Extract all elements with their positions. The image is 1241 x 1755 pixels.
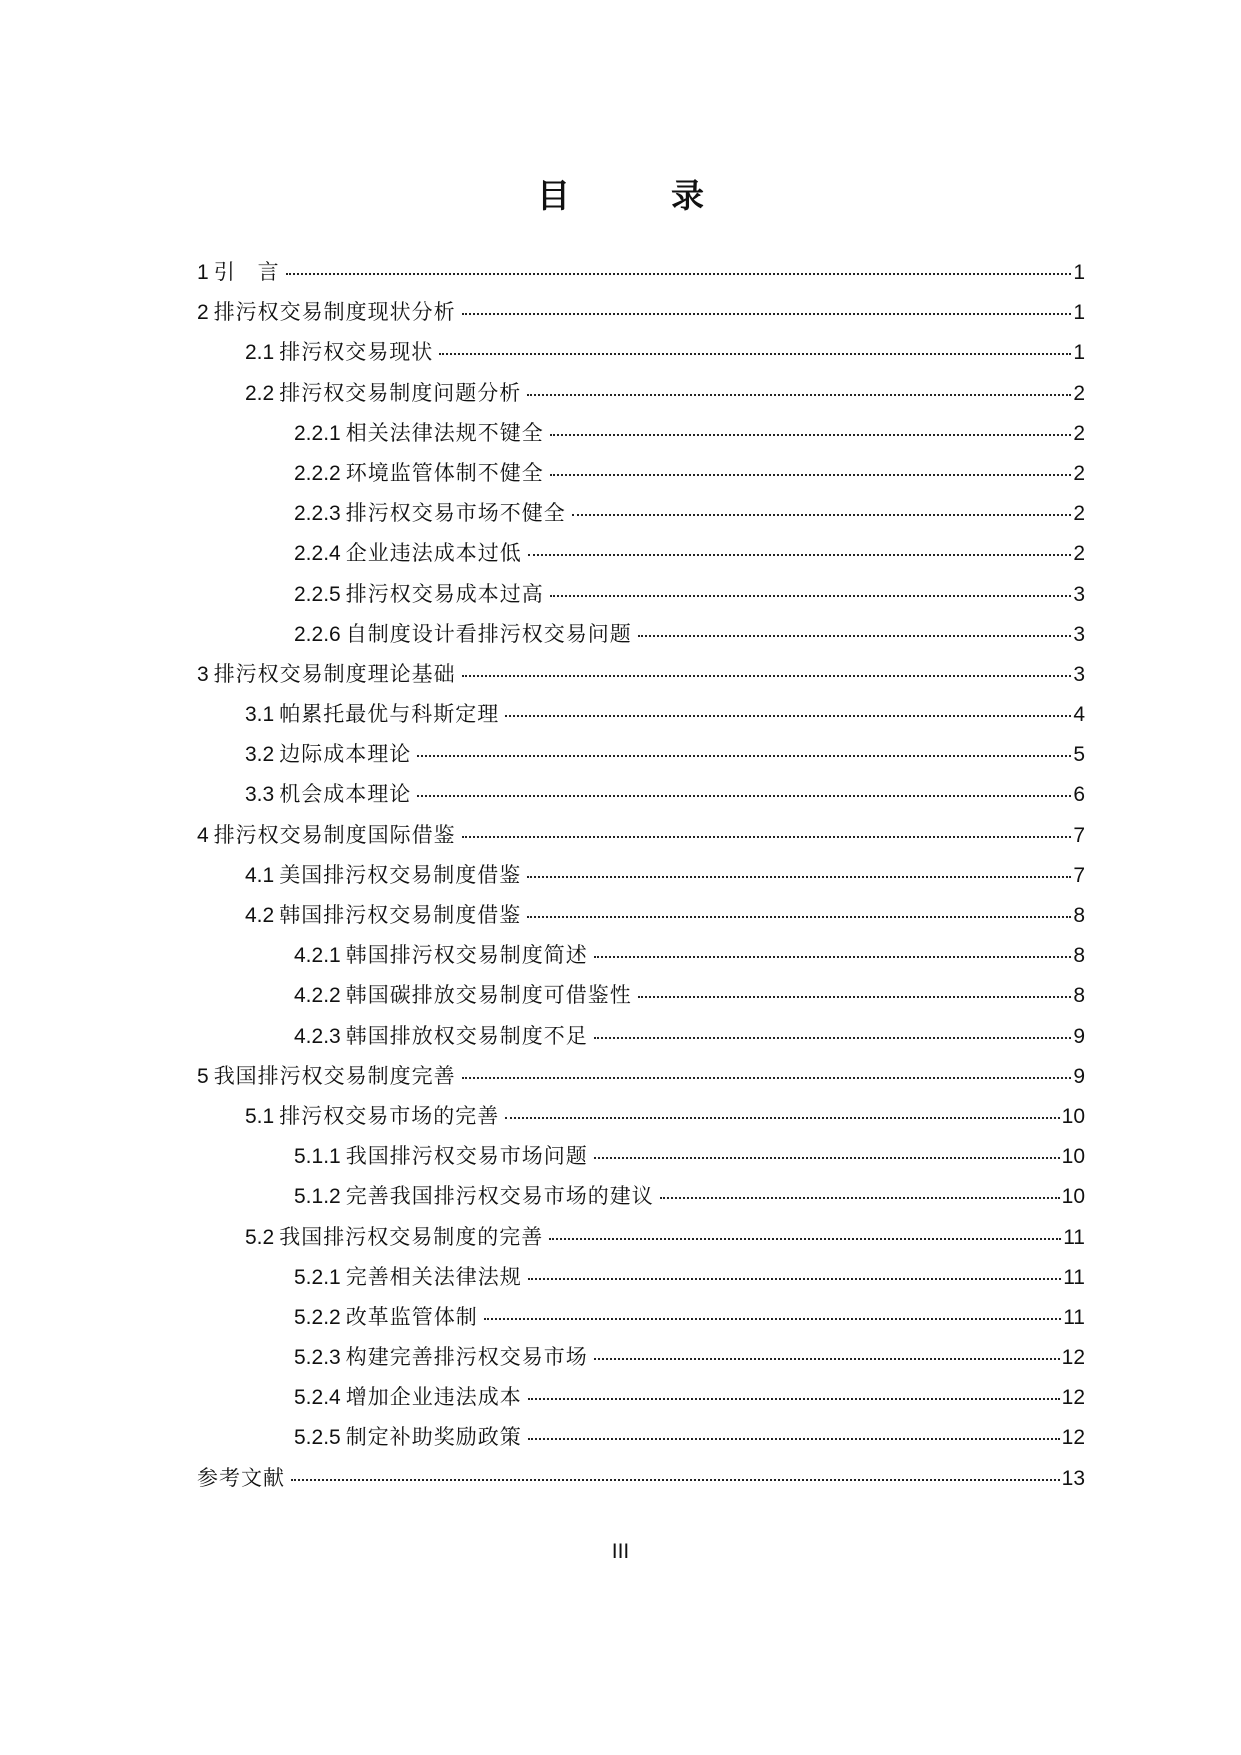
dot-leader [638,996,1071,998]
toc-entry-page: 12 [1061,1346,1085,1370]
toc-entry-page: 8 [1073,904,1085,927]
dot-leader [549,1238,1061,1240]
toc-entry-number: 4.2.2 [294,984,341,1008]
toc-entry-page: 2 [1073,542,1085,566]
toc-entry-page: 11 [1063,1265,1085,1289]
toc-entry-title: 排污权交易市场的完善 [279,1103,500,1128]
toc-entry[interactable] [197,1297,1085,1337]
toc-entry-page: 3 [1073,582,1085,606]
toc-entry-title: 构建完善排污权交易市场 [345,1345,588,1370]
toc-entry[interactable] [197,292,1085,332]
toc-entry-page: 1 [1073,261,1085,284]
toc-entry[interactable] [197,654,1085,694]
toc-entry-page: 2 [1073,421,1085,445]
toc-entry-page: 9 [1073,1064,1085,1088]
toc-entry-number: 5 [197,1064,209,1088]
toc-entry-number: 2 [197,301,209,325]
dot-leader [527,916,1071,918]
toc-entry-number: 2.2.6 [294,622,341,646]
toc-entry-page: 1 [1073,341,1085,365]
dot-leader [462,675,1071,677]
toc-entry-number: 2.2 [245,381,275,405]
toc-entry-page: 9 [1073,1024,1085,1048]
toc-entry-page: 2 [1073,461,1085,485]
toc-entry-title: 排污权交易市场不健全 [345,501,566,526]
toc-entry[interactable] [197,734,1085,774]
toc-entry-number: 5.2.2 [294,1305,341,1329]
toc-entry[interactable] [197,453,1085,493]
toc-entry-page: 10 [1061,1185,1085,1209]
toc-entry-number: 4.2 [245,904,275,927]
toc-entry-title: 排污权交易制度理论基础 [213,661,456,686]
toc-entry-page: 2 [1073,502,1085,526]
toc-entry[interactable] [197,373,1085,413]
toc-entry-page: 3 [1073,662,1085,686]
toc-entry-title: 机会成本理论 [279,782,412,807]
toc-entry[interactable] [197,1016,1085,1056]
toc-entry-title: 排污权交易现状 [279,340,434,365]
dot-leader [594,1157,1060,1159]
toc-entry-page: 7 [1073,863,1085,887]
toc-entry[interactable] [197,1257,1085,1297]
toc-entry-title: 排污权交易成本过高 [345,581,544,606]
toc-entry[interactable] [197,1136,1085,1176]
toc-entry-title: 参考文献 [197,1465,285,1490]
dot-leader [594,1358,1060,1360]
toc-entry-page: 8 [1073,984,1085,1008]
dot-leader [528,1438,1060,1440]
toc-entry-number: 2.2.2 [294,461,341,485]
toc-entry-title: 我国排污权交易市场问题 [345,1144,588,1169]
toc-entry-number: 4.2.1 [294,944,341,968]
dot-leader [550,595,1071,597]
toc-entry-title: 改革监管体制 [345,1304,478,1329]
dot-leader [291,1479,1060,1481]
toc-entry-number: 5.2.4 [294,1386,341,1410]
dot-leader [484,1318,1061,1320]
toc-entry-number: 3.1 [245,703,275,727]
dot-leader [528,1278,1061,1280]
dot-leader [286,273,1071,275]
toc-entry-number: 4.2.3 [294,1024,341,1048]
toc-entry[interactable] [197,1096,1085,1136]
toc-entry-title: 引 言 [213,260,280,284]
toc-entry-number: 2.1 [245,341,275,365]
toc-entry-number: 4.1 [245,863,275,887]
toc-entry-title: 韩国排放权交易制度不足 [345,1023,588,1048]
toc-entry-page: 12 [1061,1386,1085,1410]
dot-leader [417,795,1071,797]
toc-entry[interactable] [197,975,1085,1015]
toc-entry-title: 完善相关法律法规 [345,1264,522,1289]
dot-leader [638,635,1071,637]
toc-entry-number: 4 [197,823,209,847]
toc-entry-title: 韩国排污权交易制度简述 [345,943,588,968]
toc-entry-page: 10 [1061,1104,1085,1128]
toc-entry[interactable] [197,1458,1085,1498]
dot-leader [572,514,1071,516]
toc-entry-title: 韩国排污权交易制度借鉴 [279,903,522,927]
table-of-contents [197,252,1085,1498]
dot-leader [550,434,1071,436]
toc-entry-number: 3.2 [245,743,275,767]
toc-entry-title: 我国排污权交易制度的完善 [279,1224,544,1249]
page-title: 目 录 [537,176,738,215]
toc-entry-title: 韩国碳排放交易制度可借鉴性 [345,983,632,1008]
toc-entry[interactable] [197,694,1085,734]
toc-entry-title: 美国排污权交易制度借鉴 [279,862,522,887]
toc-entry-title: 排污权交易制度现状分析 [213,300,456,325]
dot-leader [594,1037,1071,1039]
toc-entry[interactable] [197,774,1085,814]
page-number: III [611,1540,630,1563]
toc-entry-number: 5.1.2 [294,1185,341,1209]
toc-entry-page: 13 [1061,1466,1085,1490]
toc-entry-page: 2 [1073,381,1085,405]
dot-leader [660,1197,1060,1199]
dot-leader [528,554,1071,556]
toc-entry-number: 5.2.3 [294,1346,341,1370]
toc-entry[interactable] [197,413,1085,453]
dot-leader [439,353,1071,355]
dot-leader [462,313,1071,315]
dot-leader [527,876,1071,878]
toc-entry-title: 环境监管体制不健全 [345,460,544,485]
toc-entry-title: 企业违法成本过低 [345,541,522,566]
toc-entry[interactable] [197,614,1085,654]
toc-entry-page: 3 [1073,622,1085,646]
toc-entry-title: 排污权交易制度问题分析 [279,380,522,405]
toc-entry-number: 2.2.1 [294,421,341,445]
toc-entry-number: 2.2.4 [294,542,341,566]
toc-entry-number: 3.3 [245,783,275,807]
toc-entry-number: 1 [197,261,209,284]
toc-entry-title: 自制度设计看排污权交易问题 [345,621,632,646]
toc-entry-page: 10 [1061,1145,1085,1169]
toc-entry-page: 4 [1073,703,1085,727]
toc-entry-page: 7 [1073,823,1085,847]
toc-entry-page: 11 [1063,1225,1085,1249]
toc-entry-title: 制定补助奖励政策 [345,1425,522,1450]
dot-leader [527,394,1071,396]
toc-entry-title: 边际成本理论 [279,742,412,767]
toc-entry-number: 5.1 [245,1104,275,1128]
toc-entry[interactable] [197,1377,1085,1417]
toc-entry[interactable] [197,895,1085,935]
toc-entry[interactable] [197,855,1085,895]
toc-entry-title: 我国排污权交易制度完善 [213,1063,456,1088]
dot-leader [594,956,1071,958]
toc-entry-number: 5.2.1 [294,1265,341,1289]
toc-entry[interactable] [197,332,1085,372]
toc-entry[interactable] [197,1217,1085,1257]
toc-entry[interactable] [197,1417,1085,1457]
dot-leader [505,1117,1059,1119]
toc-entry-page: 8 [1073,944,1085,968]
dot-leader [417,755,1071,757]
dot-leader [505,715,1071,717]
toc-entry-number: 2.2.3 [294,502,341,526]
toc-entry-title: 排污权交易制度国际借鉴 [213,822,456,847]
toc-entry-page: 12 [1061,1426,1085,1450]
toc-entry-page: 6 [1073,783,1085,807]
toc-entry-number: 5.1.1 [294,1145,341,1169]
toc-entry[interactable] [197,1056,1085,1096]
toc-entry[interactable] [197,935,1085,975]
toc-entry[interactable] [197,815,1085,855]
toc-entry-title: 完善我国排污权交易市场的建议 [345,1184,654,1209]
toc-entry-number: 5.2 [245,1225,275,1249]
toc-entry-title: 增加企业违法成本 [345,1385,522,1410]
toc-entry-page: 5 [1073,743,1085,767]
toc-entry[interactable] [197,493,1085,533]
toc-entry-number: 5.2.5 [294,1426,341,1450]
toc-entry[interactable] [197,252,1085,292]
toc-entry-page: 11 [1063,1305,1085,1329]
dot-leader [528,1398,1060,1400]
toc-entry[interactable] [197,533,1085,573]
toc-entry[interactable] [197,574,1085,614]
dot-leader [462,836,1071,838]
dot-leader [462,1077,1071,1079]
toc-entry-title: 帕累托最优与科斯定理 [279,702,500,727]
toc-entry-title: 相关法律法规不键全 [345,420,544,445]
toc-entry[interactable] [197,1337,1085,1377]
dot-leader [550,474,1071,476]
toc-entry-number: 3 [197,662,209,686]
toc-entry-page: 1 [1073,301,1085,325]
toc-entry-number: 2.2.5 [294,582,341,606]
toc-entry[interactable] [197,1176,1085,1216]
